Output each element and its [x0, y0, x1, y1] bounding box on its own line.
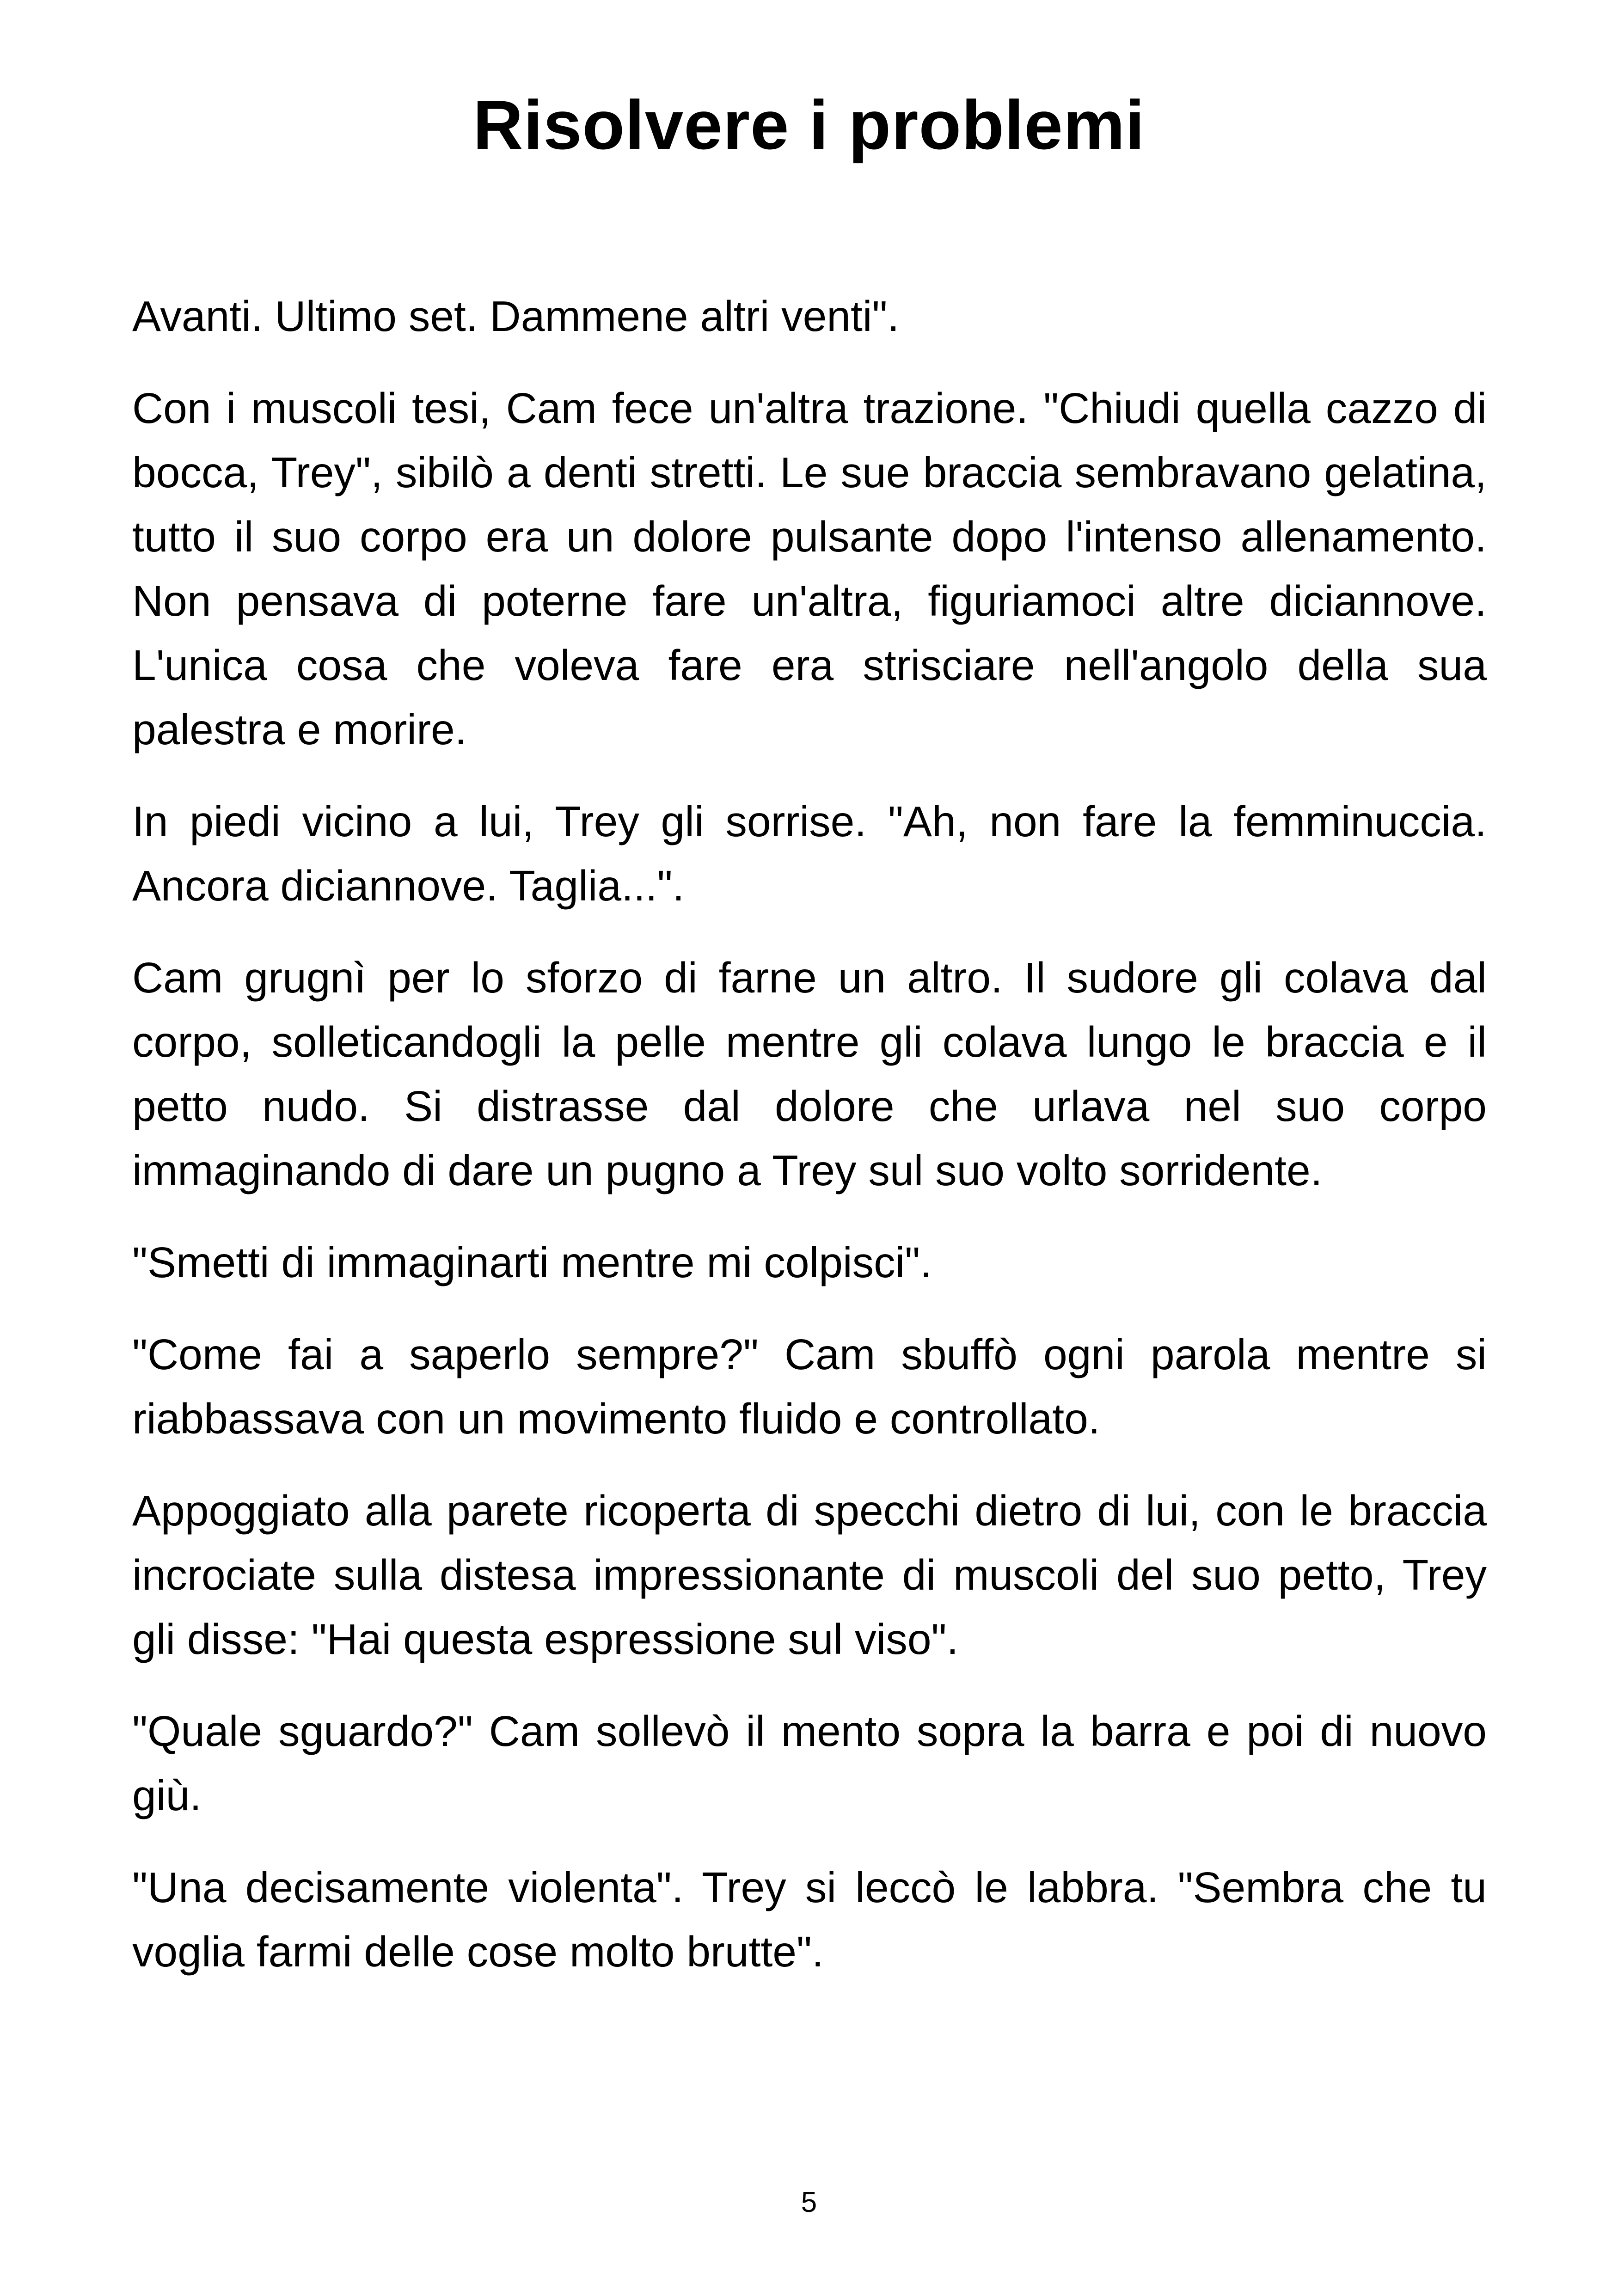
page-title: Risolvere i problemi [473, 86, 1145, 164]
paragraph: In piedi vicino a lui, Trey gli sorrise. "Ah, non fare la femminuccia. Ancora diciannove. Taglia...". [132, 797, 1487, 910]
paragraph: "Come fai a saperlo sempre?" Cam sbuffò ogni parola mentre si riabbassava con un movimento fluido e controllato. [132, 1330, 1487, 1443]
page-number: 5 [801, 2186, 817, 2218]
paragraph: Appoggiato alla parete ricoperta di specchi dietro di lui, con le braccia incrociate sulla distesa impressionante di muscoli del suo petto, Trey gli disse: "Hai questa espressione sul viso". [132, 1487, 1487, 1663]
paragraph: "Smetti di immaginarti mentre mi colpisci". [132, 1238, 932, 1286]
paragraph: Avanti. Ultimo set. Dammene altri venti". [132, 292, 900, 340]
paragraph: "Quale sguardo?" Cam sollevò il mento sopra la barra e poi di nuovo giù. [132, 1707, 1487, 1819]
body-text [132, 284, 1487, 2012]
paragraph: "Una decisamente violenta". Trey si leccò le labbra. "Sembra che tu voglia farmi delle cose molto brutte". [132, 1863, 1487, 1976]
paragraph: Cam grugnì per lo sforzo di farne un altro. Il sudore gli colava dal corpo, solleticandogli la pelle mentre gli colava lungo le braccia e il petto nudo. Si distrasse dal dolore che urlava nel suo corpo immaginando di dare un pugno a Trey sul suo volto sorridente. [132, 954, 1487, 1194]
paragraph: Con i muscoli tesi, Cam fece un'altra trazione. "Chiudi quella cazzo di bocca, Trey", sibilò a denti stretti. Le sue braccia sembravano gelatina, tutto il suo corpo era un dolore pulsante dopo l'intenso allenamento. Non pensava di poterne fare un'altra, figuriamoci altre diciannove. L'unica cosa che voleva fare era strisciare nell'angolo della sua palestra e morire. [132, 384, 1487, 753]
